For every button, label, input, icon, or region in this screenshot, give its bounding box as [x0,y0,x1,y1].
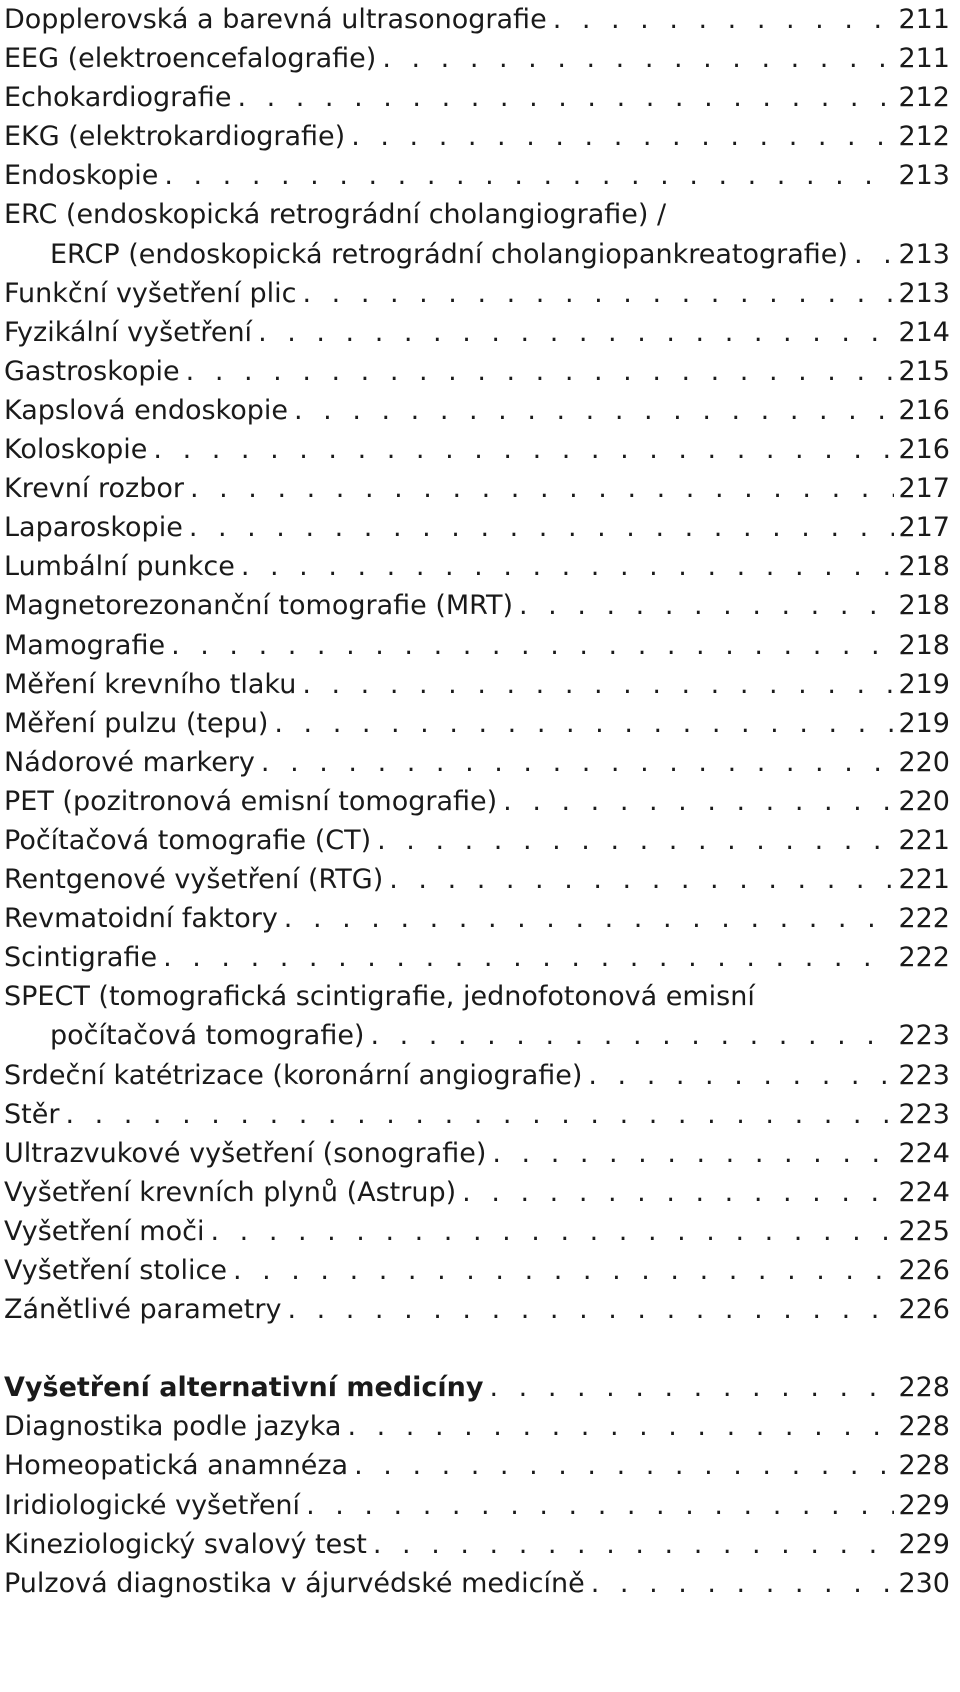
toc-entry [4,1486,950,1525]
dot-leader [591,1564,895,1603]
dot-leader [302,274,894,313]
toc-entry [4,547,950,586]
toc-entry-page: 213 [898,160,950,192]
toc-entry [4,1095,950,1134]
toc-entry [4,899,950,938]
toc-entry-title: Vyšetření stolice [4,1255,227,1286]
toc-entry [4,469,950,508]
toc-entry-page: 223 [898,1059,950,1091]
dot-leader [241,547,895,586]
toc-entry-page: 223 [898,1098,950,1130]
toc-entry-page: 228 [898,1411,950,1443]
toc-entry-title: Krevní rozbor [4,473,184,505]
toc-entry-title: Počítačová tomografie (CT) [4,824,372,856]
toc-entry [4,704,950,743]
toc-entry-title: PET (pozitronová emisní tomografie) [4,785,498,817]
toc-entry [4,665,950,704]
dot-leader [354,1446,894,1485]
toc-entry-page: 226 [898,1294,950,1326]
toc-entry-title: Funkční vyšetření plic [4,277,297,309]
dot-leader [519,586,894,625]
toc-entry-title: Magnetorezonanční tomografie (MRT) [4,590,513,622]
dot-leader [284,899,895,938]
toc-entry-page: 216 [898,394,950,426]
toc-entry-page: 215 [898,355,950,387]
toc-entry-page: 230 [898,1567,950,1599]
toc-entry [4,391,950,430]
toc-entry-page: 219 [898,668,950,700]
toc-entry-page: 221 [898,864,950,896]
toc-entry-page: 223 [898,1020,950,1052]
dot-leader [261,743,895,782]
dot-leader [588,1056,894,1095]
toc-entry-page: 229 [898,1489,950,1521]
dot-leader [377,821,894,860]
toc-entry-title: Nádorové markery [4,746,255,778]
toc-entry [4,430,950,469]
toc-entry-page: 222 [898,903,950,935]
toc-entry-title: SPECT (tomografická scintigrafie, jednofotonová emisní [4,981,755,1013]
toc-entry [4,0,950,39]
toc-entry-title: Laparoskopie [4,512,183,544]
toc-entry-title: Scintigrafie [4,942,158,974]
toc-entry [4,156,950,195]
table-of-contents [4,0,950,1603]
toc-entry [4,39,950,78]
toc-entry-page: 212 [898,82,950,114]
toc-entry-page: 217 [898,512,950,544]
dot-leader [503,782,894,821]
dot-leader [854,235,895,274]
toc-entry-page: 214 [898,316,950,348]
toc-entry-title: Diagnostika podle jazyka [4,1411,342,1443]
toc-entry-page: 229 [898,1528,950,1560]
toc-entry [4,352,950,391]
toc-entry [4,117,950,156]
toc-entry-title: Měření krevního tlaku [4,668,297,700]
dot-leader [233,1251,895,1290]
dot-leader [351,117,894,156]
toc-entry-title: EEG (elektroencefalografie) [4,43,377,75]
toc-entry-page: 228 [898,1450,950,1482]
toc-entry-page: 218 [898,590,950,622]
toc-entry-page: 224 [898,1137,950,1169]
toc-entry-page: 221 [898,824,950,856]
toc-entry [4,1564,950,1603]
toc-entry-title: Koloskopie [4,434,148,466]
toc-entry-multiline [4,977,950,1016]
toc-entry-title: Fyzikální vyšetření [4,316,253,348]
toc-entry [4,1134,950,1173]
dot-leader [190,469,894,508]
toc-entry-title: Revmatoidní faktory [4,903,278,935]
dot-leader [370,1016,894,1055]
toc-entry [4,1212,950,1251]
toc-entry-page: 218 [898,551,950,583]
toc-entry-title: ERC (endoskopická retrográdní cholangiografie) / [4,199,667,231]
dot-leader [65,1095,894,1134]
toc-entry-title: Pulzová diagnostika v ájurvédské medicíně [4,1567,585,1599]
toc-entry-page: 218 [898,629,950,661]
dot-leader [274,704,894,743]
toc-entry-page: 220 [898,746,950,778]
toc-entry-title: Mamografie [4,629,166,661]
dot-leader [306,1486,894,1525]
toc-entry [4,508,950,547]
toc-entry-title: ERCP (endoskopická retrográdní cholangiopankreatografie) [50,238,848,270]
dot-leader [237,78,894,117]
toc-entry [4,313,950,352]
toc-entry-continuation [4,235,950,274]
toc-entry-page: 213 [898,238,950,270]
toc-entry-title: Iridiologické vyšetření [4,1489,301,1521]
toc-entry-page: 211 [898,4,950,35]
dot-leader [210,1212,894,1251]
dot-leader [171,626,894,665]
toc-entry-title: Kineziologický svalový test [4,1528,367,1560]
toc-entry-continuation [4,1016,950,1055]
toc-entry-page: 226 [898,1255,950,1286]
toc-entry-page: 220 [898,785,950,817]
toc-entry-title: Echokardiografie [4,82,232,114]
toc-entry [4,1407,950,1446]
toc-entry-page: 225 [898,1215,950,1247]
toc-entry [4,743,950,782]
dot-leader [287,1290,894,1329]
dot-leader [347,1407,894,1446]
dot-leader [153,430,894,469]
toc-entry [4,1173,950,1212]
toc-entry-title: Homeopatická anamnéza [4,1450,349,1482]
toc-entry [4,78,950,117]
toc-entry [4,821,950,860]
toc-entry-title: Vyšetření krevních plynů (Astrup) [4,1176,457,1208]
toc-entry [4,1525,950,1564]
dot-leader [373,1525,895,1564]
toc-entry-page: 224 [898,1176,950,1208]
toc-entry [4,626,950,665]
toc-entry-page: 212 [898,121,950,153]
dot-leader [258,313,894,352]
toc-entry [4,782,950,821]
toc-entry [4,1446,950,1485]
toc-entry-title: EKG (elektrokardiografie) [4,121,346,153]
dot-leader [382,39,894,78]
toc-section-heading [4,1368,950,1407]
toc-entry [4,938,950,977]
toc-entry-title: Lumbální punkce [4,551,235,583]
dot-leader [189,508,895,547]
toc-entry-title: počítačová tomografie) [50,1020,365,1052]
toc-section-page: 228 [898,1372,950,1404]
toc-entry-title: Dopplerovská a barevná ultrasonografie [4,4,547,35]
dot-leader [492,1134,894,1173]
dot-leader [553,0,895,39]
toc-entry-title: Měření pulzu (tepu) [4,707,269,739]
dot-leader [490,1368,895,1407]
dot-leader [462,1173,894,1212]
toc-section-title: Vyšetření alternativní medicíny [4,1372,484,1404]
toc-entry-page: 213 [898,277,950,309]
toc-entry-title: Kapslová endoskopie [4,394,289,426]
dot-leader [294,391,894,430]
toc-entry-multiline [4,195,950,234]
dot-leader [302,665,894,704]
toc-entry-title: Rentgenové vyšetření (RTG) [4,864,384,896]
toc-entry-page: 217 [898,473,950,505]
toc-entry-page: 219 [898,707,950,739]
toc-entry-title: Zánětlivé parametry [4,1294,282,1326]
dot-leader [186,352,895,391]
toc-entry-title: Gastroskopie [4,355,180,387]
toc-entry [4,860,950,899]
toc-entry-title: Stěr [4,1098,60,1130]
section-gap [4,1329,950,1368]
toc-entry-page: 222 [898,942,950,974]
toc-entry [4,1251,950,1290]
toc-entry-title: Ultrazvukové vyšetření (sonografie) [4,1137,487,1169]
toc-entry [4,1056,950,1095]
toc-entry [4,1290,950,1329]
toc-entry [4,586,950,625]
dot-leader [389,860,894,899]
dot-leader [163,938,894,977]
toc-entry-page: 211 [898,43,950,75]
toc-entry-title: Vyšetření moči [4,1215,205,1247]
toc-entry [4,274,950,313]
toc-entry-page: 216 [898,434,950,466]
toc-entry-title: Srdeční katétrizace (koronární angiografie) [4,1059,583,1091]
dot-leader [164,156,894,195]
toc-entry-title: Endoskopie [4,160,159,192]
